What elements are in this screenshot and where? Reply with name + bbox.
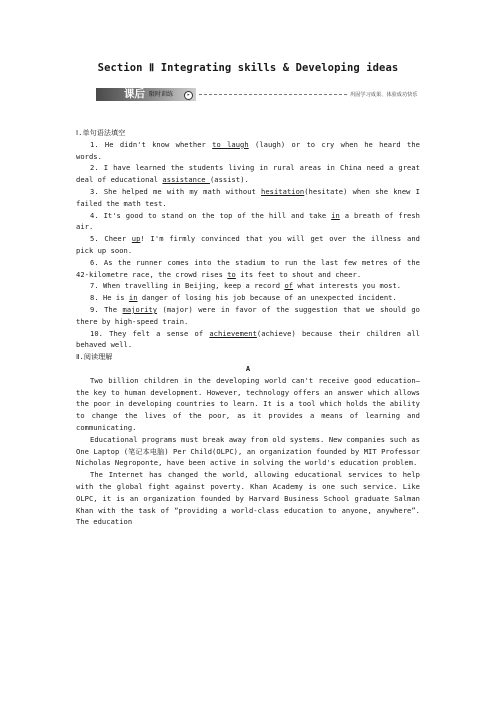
section-banner	[96, 88, 420, 101]
item-text: its feet to shout and cheer.	[235, 269, 362, 279]
item-text: 3. She helped me with my math without	[90, 186, 262, 196]
exercise-item	[76, 186, 420, 210]
item-text: 8. He is	[90, 293, 129, 303]
banner-main-label: 课后	[124, 88, 145, 100]
answer: assistance	[162, 175, 210, 185]
answer: up	[131, 234, 141, 244]
answer: of	[284, 281, 294, 291]
answer: in	[331, 210, 340, 220]
exercise-item	[76, 328, 420, 352]
exercise-item	[76, 210, 420, 234]
answer: hesitation	[261, 186, 305, 196]
item-text: 4. It's good to stand on the top of the hill and take	[90, 210, 332, 220]
passage-paragraph: Two billion children in the developing world can't receive good education—the key to human development. However, technology offers an answer which allows the poor in developing countries to learn. It is a tool which holds the ability to change the lives of the poor, as it provides a means of learning and communicating.	[76, 375, 420, 432]
item-text: danger of losing his job because of an unexpected incident.	[137, 293, 397, 303]
answer: majority	[122, 304, 158, 314]
item-text: 6. As the runner comes into the stadium to run the last few metres of the 42-kilometre race, the crowd rises	[76, 257, 420, 279]
item-text: 5. Cheer	[90, 234, 132, 244]
item-text: what interests you most.	[293, 281, 402, 291]
exercise-item	[76, 162, 420, 186]
exercise-item	[76, 257, 420, 281]
item-text: 10. They felt a sense of	[90, 328, 210, 338]
item-text: (laugh) or to cry when he heard the words.	[76, 139, 420, 161]
item-text: (major) were in favor of the suggestion that we should go there by high-speed train.	[76, 304, 421, 326]
page-title: Section Ⅱ Integrating skills & Developing ideas	[97, 62, 399, 74]
answer: achievement	[209, 328, 257, 338]
passage-label: A	[245, 363, 251, 373]
banner-label-box	[96, 88, 196, 101]
item-text: (achieve) because their children all behaved well.	[76, 328, 420, 350]
item-text: (assist).	[209, 175, 249, 185]
banner-slogan: 巩固学习成果、体验成功快乐	[350, 92, 418, 98]
answer: to	[227, 269, 236, 279]
passage-paragraph: The Internet has changed the world, allowing educational services to help with the global fight against poverty. Khan Academy is one such service. Like OLPC, it is an organization founded by Harvard Business School graduate Salman Khan with the task of “providing a world-class education to anyone, anywhere”. The education	[76, 470, 420, 527]
arrow-icon: ▸	[184, 91, 193, 100]
item-text: ! I'm firmly convinced that you will get over the illness and pick up soon.	[76, 234, 420, 255]
item-text: 2. I have learned the students living in rural areas in China need a great deal of educational	[76, 163, 420, 185]
banner-divider	[199, 94, 347, 95]
section-heading-reading: Ⅱ.阅读理解	[76, 352, 113, 362]
answer: to laugh	[212, 139, 249, 149]
section-heading-grammar: Ⅰ.单句语法填空	[76, 128, 126, 137]
item-text: (hesitate) when she knew I failed the math test.	[76, 186, 420, 208]
answer: in	[128, 293, 138, 303]
item-text: 9. The	[90, 304, 123, 314]
item-text: 1. He didn't know whether	[90, 139, 213, 149]
exercise-item	[76, 139, 420, 163]
exercise-item	[76, 304, 420, 328]
exercise-item	[76, 233, 420, 257]
exercise-item	[76, 292, 420, 304]
exercise-item	[76, 280, 420, 292]
document-body	[76, 127, 420, 528]
item-text: 7. When travelling in Beijing, keep a record	[90, 281, 285, 291]
passage-paragraph: Educational programs must break away from old systems. New companies such as One Laptop (笔记本电脑) Per Child(OLPC), an organization founded by MIT Professor Nicholas Negroponte, have been active in solving the world's education problem.	[76, 434, 420, 468]
banner-sub-label: 限时训练	[149, 91, 174, 98]
item-text: a breath of fresh air.	[76, 210, 420, 232]
